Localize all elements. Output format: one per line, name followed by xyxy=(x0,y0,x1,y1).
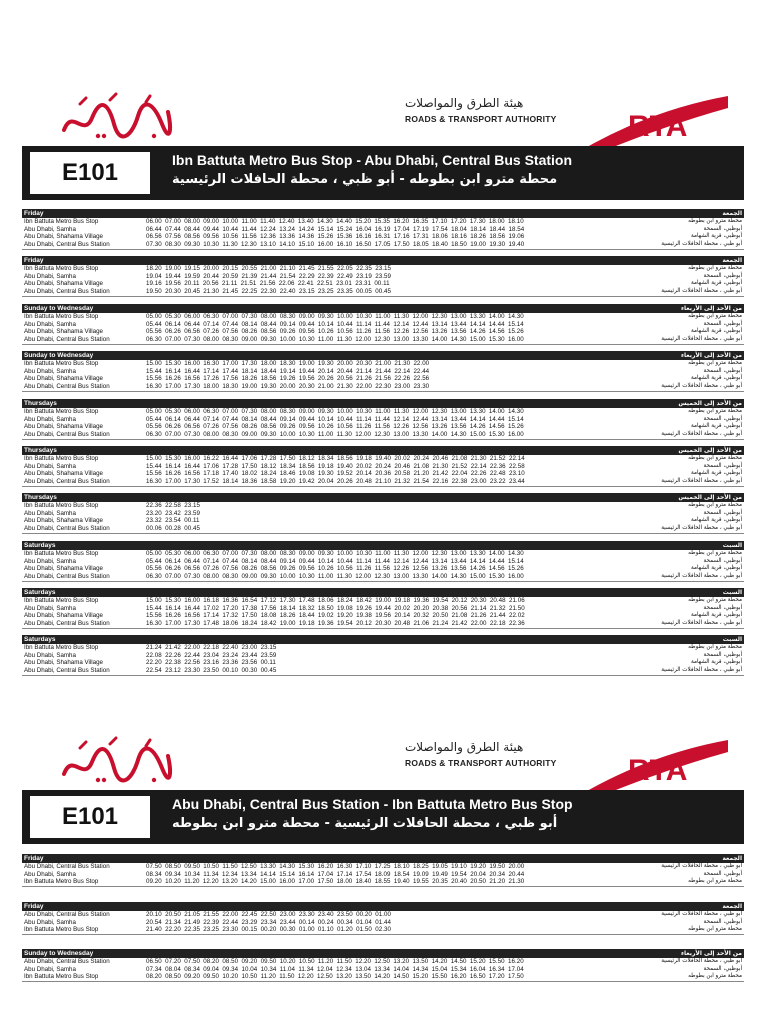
timetable-section xyxy=(22,493,744,534)
departure-times: 06.00 07.00 08.00 09.00 10.00 11.00 11.40 12.40 13.40 14.30 14.40 15.20 15.35 16.20 16.35 17.10 17.20 17.30 18.00 18.10 xyxy=(146,218,524,225)
route-title-band xyxy=(22,790,744,844)
stop-name: Abu Dhabi, Samha xyxy=(24,918,76,926)
stop-name-arabic: أبوظبي، قرية الشهامة xyxy=(690,280,742,287)
stop-name: Ibn Battuta Metro Bus Stop xyxy=(24,360,99,367)
stop-name: Abu Dhabi, Samha xyxy=(24,462,76,470)
stop-name: Abu Dhabi, Central Bus Station xyxy=(24,573,110,581)
section-divider xyxy=(22,934,744,935)
rta-english-name: ROADS & TRANSPORT AUTHORITY xyxy=(405,758,557,768)
table-row xyxy=(22,470,744,478)
table-row xyxy=(22,288,744,296)
departure-times: 06.56 07.56 08.56 09.56 10.56 11.56 12.36 13.36 14.36 15.26 15.36 16.16 16.31 17.16 17.31 18.06 18.16 18.26 18.56 19.06 xyxy=(146,233,525,241)
section-day-english: Thursdays xyxy=(24,447,57,454)
stop-name-arabic: أبوظبي، السمحة xyxy=(703,462,742,469)
section-day-arabic: من الأحد إلى الأربعاء xyxy=(680,352,742,359)
table-row xyxy=(22,620,744,628)
section-day-english: Sunday to Wednesday xyxy=(24,950,94,957)
departure-times: 05.44 06.14 06.44 07.14 07.44 08.14 08.44 09.14 09.44 10.14 10.44 11.14 11.44 12.14 12.44 13.14 13.44 14.14 14.44 15.14 xyxy=(146,415,524,423)
stop-name-arabic: أبوظبي، قرية الشهامة xyxy=(690,375,742,382)
departure-times: 18.20 19.00 19.15 20.00 20.15 20.55 21.00 21.10 21.45 21.55 22.05 22.35 23.15 xyxy=(146,265,391,272)
stop-name: Ibn Battuta Metro Bus Stop xyxy=(24,973,99,981)
stop-name: Ibn Battuta Metro Bus Stop xyxy=(24,644,99,651)
table-row xyxy=(22,525,744,533)
stop-name: Abu Dhabi, Samha xyxy=(24,509,76,517)
table-row xyxy=(22,368,744,376)
rta-arabic-name: هيئة الطرق والمواصلات xyxy=(405,96,524,110)
stop-name-arabic: أبوظبي، قرية الشهامة xyxy=(690,470,742,477)
departure-times: 22.54 23.12 23.30 23.50 00.10 00.30 00.45 xyxy=(146,667,277,675)
stop-name-arabic: أبو ظبي ، محطة الحافلات الرئيسية xyxy=(661,863,742,869)
table-row xyxy=(22,605,744,613)
table-row xyxy=(22,502,744,510)
departure-times: 00.06 00.28 00.45 xyxy=(146,525,200,533)
stop-name: Ibn Battuta Metro Bus Stop xyxy=(24,218,99,225)
section-divider xyxy=(22,533,744,534)
departure-times: 16.30 17.00 17.30 18.00 18.30 19.00 19.30 20.00 20.30 21.00 21.30 22.00 22.30 23.00 23.30 xyxy=(146,383,430,391)
stop-name-arabic: أبوظبي، قرية الشهامة xyxy=(690,659,742,666)
section-header xyxy=(22,351,744,360)
table-row xyxy=(22,218,744,226)
departure-times: 06.50 07.20 07.50 08.20 08.50 09.20 09.50 10.20 10.50 11.20 11.50 12.20 12.50 13.20 13.50 14.20 14.50 15.20 15.50 16.20 xyxy=(146,958,524,965)
section-day-english: Saturdays xyxy=(24,589,56,596)
stop-name-arabic: أبوظبي، السمحة xyxy=(703,509,742,516)
route-title-band xyxy=(22,146,744,200)
stop-name-arabic: محطة مترو ابن بطوطه xyxy=(688,455,742,461)
stop-name: Abu Dhabi, Samha xyxy=(24,320,76,328)
departure-times: 06.30 07.00 07.30 08.00 08.30 09.00 09.30 10.00 10.30 11.00 11.30 12.00 12.30 13.00 13.30 14.00 14.30 15.00 15.30 16.00 xyxy=(146,573,524,581)
stop-name-arabic: أبوظبي، قرية الشهامة xyxy=(690,233,742,240)
departure-times: 06.30 07.00 07.30 08.00 08.30 09.00 09.30 10.00 10.30 11.00 11.30 12.00 12.30 13.00 13.30 14.00 14.30 15.00 15.30 16.00 xyxy=(146,431,524,439)
stop-name: Abu Dhabi, Central Bus Station xyxy=(24,478,110,486)
departure-times: 08.20 08.50 09.20 09.50 10.20 10.50 11.20 11.50 12.20 12.50 13.20 13.50 14.20 14.50 15.20 15.50 16.20 16.50 17.20 17.50 xyxy=(146,973,524,981)
section-day-english: Friday xyxy=(24,257,44,264)
departure-times: 22.20 22.38 22.56 23.16 23.36 23.56 00.11 xyxy=(146,659,276,667)
departure-times: 19.04 19.44 19.59 20.44 20.59 21.39 21.44 21.54 22.29 22.39 22.49 23.19 23.59 xyxy=(146,272,391,280)
table-row xyxy=(22,478,744,486)
departure-times: 15.00 15.30 16.00 16.22 16.44 17.06 17.28 17.50 18.12 18.34 18.56 19.18 19.40 20.02 20.24 20.46 21.08 21.30 21.52 22.14 xyxy=(146,455,525,462)
stop-name-arabic: أبوظبي، قرية الشهامة xyxy=(690,612,742,619)
departure-times: 20.10 20.50 21.05 21.55 22.00 22.45 22.50 23.00 23.30 23.40 23.50 00.20 01.00 xyxy=(146,911,391,918)
table-row xyxy=(22,328,744,336)
section-day-arabic: الجمعة xyxy=(722,855,742,862)
stop-name-arabic: أبوظبي، قرية الشهامة xyxy=(690,423,742,430)
dubai-calligraphy-icon xyxy=(50,90,180,144)
stop-name-arabic: أبو ظبي ، محطة الحافلات الرئيسية xyxy=(661,336,742,343)
table-row xyxy=(22,863,744,871)
stop-name-arabic: أبوظبي، السمحة xyxy=(703,557,742,564)
section-header xyxy=(22,304,744,313)
stop-name: Abu Dhabi, Shahama Village xyxy=(24,328,104,336)
section-divider xyxy=(22,344,744,345)
table-row xyxy=(22,233,744,241)
stop-name: Ibn Battuta Metro Bus Stop xyxy=(24,455,99,462)
stop-name: Ibn Battuta Metro Bus Stop xyxy=(24,597,99,604)
stop-name-arabic: أبو ظبي ، محطة الحافلات الرئيسية xyxy=(661,620,742,627)
section-header xyxy=(22,541,744,550)
dubai-calligraphy-icon xyxy=(50,734,180,788)
stop-name-arabic: أبوظبي، السمحة xyxy=(703,918,742,925)
route-title-english: Abu Dhabi, Central Bus Station - Ibn Battuta Metro Bus Stop xyxy=(172,796,573,812)
stop-name: Abu Dhabi, Shahama Village xyxy=(24,517,104,525)
table-row xyxy=(22,416,744,424)
stop-name: Ibn Battuta Metro Bus Stop xyxy=(24,550,99,557)
section-header xyxy=(22,399,744,408)
departure-times: 20.54 21.34 21.49 22.39 22.44 23.29 23.34 23.44 00.14 00.24 00.34 01.04 01.44 xyxy=(146,918,391,926)
stop-name: Ibn Battuta Metro Bus Stop xyxy=(24,926,99,934)
route-title-arabic: أبو ظبي ، محطة الحافلات الرئيسية - محطة مترو ابن بطوطه xyxy=(172,816,558,831)
table-row xyxy=(22,336,744,344)
stop-name: Abu Dhabi, Central Bus Station xyxy=(24,336,110,344)
stop-name-arabic: محطة مترو ابن بطوطه xyxy=(688,218,742,224)
stop-name-arabic: أبو ظبي ، محطة الحافلات الرئيسية xyxy=(661,241,742,248)
stop-name: Abu Dhabi, Shahama Village xyxy=(24,659,104,667)
section-divider xyxy=(22,486,744,487)
section-day-arabic: السبت xyxy=(722,636,742,643)
table-row xyxy=(22,280,744,288)
section-day-english: Sunday to Wednesday xyxy=(24,305,94,312)
departure-times: 15.00 15.30 16.00 16.30 17.00 17.30 18.00 18.30 19.00 19.30 20.00 20.30 21.00 21.30 22.00 xyxy=(146,360,430,367)
section-divider xyxy=(22,886,744,887)
stop-name: Abu Dhabi, Central Bus Station xyxy=(24,241,110,249)
stop-name: Abu Dhabi, Central Bus Station xyxy=(24,958,110,965)
timetable-section xyxy=(22,304,744,345)
stop-name: Ibn Battuta Metro Bus Stop xyxy=(24,502,99,509)
section-divider xyxy=(22,581,744,582)
stop-name: Abu Dhabi, Samha xyxy=(24,415,76,423)
stop-name-arabic: أبوظبي، السمحة xyxy=(703,225,742,232)
stop-name-arabic: أبوظبي، قرية الشهامة xyxy=(690,565,742,572)
departure-times: 05.00 05.30 06.00 06.30 07.00 07.30 08.00 08.30 09.00 09.30 10.00 10.30 11.00 11.30 12.00 12.30 13.00 13.30 14.00 14.30 xyxy=(146,408,524,415)
departure-times: 09.20 10.20 11.20 12.20 13.20 14.20 15.00 16.00 17.00 17.50 18.00 18.40 18.55 19.40 19.55 20.35 20.40 20.50 21.20 21.30 xyxy=(146,878,525,886)
stop-name: Abu Dhabi, Shahama Village xyxy=(24,233,104,241)
stop-name-arabic: أبوظبي، السمحة xyxy=(703,604,742,611)
table-row xyxy=(22,911,744,919)
stop-name: Abu Dhabi, Samha xyxy=(24,367,76,375)
table-row xyxy=(22,973,744,981)
timetable-section xyxy=(22,588,744,629)
stop-name: Abu Dhabi, Central Bus Station xyxy=(24,667,110,675)
stop-name-arabic: محطة مترو ابن بطوطه xyxy=(688,502,742,508)
section-day-arabic: السبت xyxy=(722,542,742,549)
rta-abbreviation: RTA xyxy=(628,754,688,787)
departure-times: 15.44 16.14 16.44 17.02 17.20 17.38 17.56 18.14 18.32 18.50 19.08 19.26 19.44 20.02 20.20 20.38 20.56 21.14 21.32 21.50 xyxy=(146,604,525,612)
stop-name: Abu Dhabi, Samha xyxy=(24,225,76,233)
stop-name-arabic: أبوظبي، السمحة xyxy=(703,367,742,374)
section-divider xyxy=(22,296,744,297)
route-number: E101 xyxy=(30,152,150,194)
departure-times: 05.56 06.26 06.56 07.26 07.56 08.26 08.56 09.26 09.56 10.26 10.56 11.26 11.56 12.26 12.56 13.26 13.56 14.26 14.56 15.26 xyxy=(146,423,524,431)
section-header xyxy=(22,902,744,911)
table-row xyxy=(22,510,744,518)
departure-times: 05.56 06.26 06.56 07.26 07.56 08.26 08.56 09.26 09.56 10.26 10.56 11.26 11.56 12.26 12.56 13.26 13.56 14.26 14.56 15.26 xyxy=(146,328,524,336)
departure-times: 21.40 22.20 22.35 23.25 23.30 00.15 00.20 00.30 01.00 01.10 01.20 01.50 02.30 xyxy=(146,926,391,934)
table-row xyxy=(22,644,744,652)
table-row xyxy=(22,423,744,431)
departure-times: 07.34 08.04 08.34 09.04 09.34 10.04 10.34 11.04 11.34 12.04 12.34 13.04 13.34 14.04 14.34 15.04 15.34 16.04 16.34 17.04 xyxy=(146,965,524,973)
stop-name-arabic: محطة مترو ابن بطوطه xyxy=(688,973,742,980)
stop-name-arabic: محطة مترو ابن بطوطه xyxy=(688,265,742,271)
table-row xyxy=(22,966,744,974)
table-row xyxy=(22,517,744,525)
table-row xyxy=(22,273,744,281)
departure-times: 05.00 05.30 06.00 06.30 07.00 07.30 08.00 08.30 09.00 09.30 10.00 10.30 11.00 11.30 12.00 12.30 13.00 13.30 14.00 14.30 xyxy=(146,313,524,320)
departure-times: 22.08 22.26 22.44 23.04 23.24 23.44 23.59 xyxy=(146,651,277,659)
departure-times: 07.30 08.30 09.30 10.30 11.30 12.30 13.10 14.10 15.10 16.00 16.10 16.50 17.05 17.50 18.05 18.40 18.50 19.00 19.30 19.40 xyxy=(146,241,525,249)
departure-times: 19.16 19.56 20.11 20.56 21.11 21.51 21.56 22.06 22.41 22.51 23.01 23.31 00.11 xyxy=(146,280,390,288)
table-row xyxy=(22,226,744,234)
stop-name: Abu Dhabi, Central Bus Station xyxy=(24,620,110,628)
timetable-section xyxy=(22,541,744,582)
route-title-english: Ibn Battuta Metro Bus Stop - Abu Dhabi, Central Bus Station xyxy=(172,152,573,168)
section-day-english: Saturdays xyxy=(24,542,56,549)
table-row xyxy=(22,667,744,675)
stop-name-arabic: أبوظبي، السمحة xyxy=(703,870,742,877)
section-day-english: Friday xyxy=(24,903,44,910)
timetable-section xyxy=(22,635,744,676)
section-day-arabic: الجمعة xyxy=(722,257,742,264)
stop-name: Abu Dhabi, Central Bus Station xyxy=(24,431,110,439)
departure-times: 15.00 15.30 16.00 16.18 16.36 16.54 17.12 17.30 17.48 18.06 18.24 18.42 19.00 19.18 19.36 19.54 20.12 20.30 20.48 21.06 xyxy=(146,597,525,604)
table-row xyxy=(22,265,744,273)
stop-name: Abu Dhabi, Central Bus Station xyxy=(24,863,110,870)
departure-times: 15.44 16.14 16.44 17.06 17.28 17.50 18.12 18.34 18.56 19.18 19.40 20.02 20.24 20.46 21.08 21.30 21.52 22.14 22.36 22.58 xyxy=(146,462,525,470)
table-row xyxy=(22,455,744,463)
departure-times: 23.20 23.42 23.59 xyxy=(146,509,200,517)
table-row xyxy=(22,926,744,934)
departure-times: 06.44 07.44 08.44 09.44 10.44 11.44 12.24 13.24 14.24 15.14 15.24 16.04 16.19 17.04 17.19 17.54 18.04 18.14 18.44 18.54 xyxy=(146,225,525,233)
section-day-arabic: السبت xyxy=(722,589,742,596)
stop-name-arabic: أبو ظبي ، محطة الحافلات الرئيسية xyxy=(661,288,742,295)
stop-name-arabic: محطة مترو ابن بطوطه xyxy=(688,878,742,885)
table-row xyxy=(22,565,744,573)
table-row xyxy=(22,958,744,966)
departure-times: 05.00 05.30 06.00 06.30 07.00 07.30 08.00 08.30 09.00 09.30 10.00 10.30 11.00 11.30 12.00 12.30 13.00 13.30 14.00 14.30 xyxy=(146,550,524,557)
departure-times: 19.50 20.30 20.45 21.30 21.45 22.25 22.30 22.40 23.15 23.25 23.35 00.05 00.45 xyxy=(146,288,391,296)
route-title-arabic: محطة مترو ابن بطوطه - أبو ظبي ، محطة الحافلات الرئيسية xyxy=(172,172,558,187)
section-divider xyxy=(22,249,744,250)
departure-times: 15.56 16.26 16.56 17.26 17.56 18.26 18.56 19.26 19.56 20.26 20.56 21.26 21.56 22.26 22.56 xyxy=(146,375,430,383)
stop-name-arabic: أبو ظبي ، محطة الحافلات الرئيسية xyxy=(661,667,742,674)
table-row xyxy=(22,321,744,329)
stop-name: Ibn Battuta Metro Bus Stop xyxy=(24,313,99,320)
stop-name: Abu Dhabi, Samha xyxy=(24,604,76,612)
table-row xyxy=(22,652,744,660)
section-header xyxy=(22,446,744,455)
departure-times: 06.30 07.00 07.30 08.00 08.30 09.00 09.30 10.00 10.30 11.00 11.30 12.00 12.30 13.00 13.30 14.00 14.30 15.00 15.30 16.00 xyxy=(146,336,524,344)
stop-name-arabic: أبو ظبي ، محطة الحافلات الرئيسية xyxy=(661,478,742,485)
section-header xyxy=(22,949,744,958)
section-divider xyxy=(22,628,744,629)
stop-name: Abu Dhabi, Samha xyxy=(24,965,76,973)
stop-name: Abu Dhabi, Shahama Village xyxy=(24,612,104,620)
table-row xyxy=(22,659,744,667)
stop-name-arabic: أبو ظبي ، محطة الحافلات الرئيسية xyxy=(661,911,742,917)
stop-name: Abu Dhabi, Central Bus Station xyxy=(24,383,110,391)
timetable-section xyxy=(22,902,744,935)
departure-times: 05.44 06.14 06.44 07.14 07.44 08.14 08.44 09.14 09.44 10.14 10.44 11.14 11.44 12.14 12.44 13.14 13.44 14.14 14.44 15.14 xyxy=(146,557,524,565)
stop-name-arabic: محطة مترو ابن بطوطه xyxy=(688,597,742,603)
table-row xyxy=(22,612,744,620)
section-header xyxy=(22,256,744,265)
section-day-arabic: من الأحد إلى الأربعاء xyxy=(680,305,742,312)
table-row xyxy=(22,360,744,368)
departure-times: 22.36 22.58 23.15 xyxy=(146,502,200,509)
section-day-english: Friday xyxy=(24,855,44,862)
stop-name: Abu Dhabi, Samha xyxy=(24,557,76,565)
section-day-arabic: من الأحد إلى الخميس xyxy=(678,447,742,454)
departure-times: 23.32 23.54 00.11 xyxy=(146,517,200,525)
section-day-arabic: الجمعة xyxy=(722,210,742,217)
stop-name: Abu Dhabi, Shahama Village xyxy=(24,470,104,478)
stop-name-arabic: محطة مترو ابن بطوطه xyxy=(688,926,742,933)
route-number: E101 xyxy=(30,796,150,838)
table-row xyxy=(22,241,744,249)
stop-name: Ibn Battuta Metro Bus Stop xyxy=(24,265,99,272)
rta-english-name: ROADS & TRANSPORT AUTHORITY xyxy=(405,114,557,124)
table-row xyxy=(22,313,744,321)
table-row xyxy=(22,871,744,879)
section-day-arabic: من الأحد إلى الخميس xyxy=(678,494,742,501)
table-row xyxy=(22,597,744,605)
section-header xyxy=(22,854,744,863)
table-row xyxy=(22,919,744,927)
timetable-section xyxy=(22,854,744,887)
rta-abbreviation: RTA xyxy=(628,110,688,143)
section-day-english: Sunday to Wednesday xyxy=(24,352,94,359)
stop-name-arabic: أبو ظبي ، محطة الحافلات الرئيسية xyxy=(661,431,742,438)
section-day-english: Saturdays xyxy=(24,636,56,643)
departure-times: 21.24 21.42 22.00 22.18 22.40 23.00 23.15 xyxy=(146,644,277,651)
stop-name: Abu Dhabi, Samha xyxy=(24,272,76,280)
departure-times: 15.56 16.26 16.56 17.14 17.32 17.50 18.08 18.26 18.44 19.02 19.20 19.38 19.56 20.14 20.32 20.50 21.08 21.26 21.44 22.02 xyxy=(146,612,525,620)
table-row xyxy=(22,573,744,581)
stop-name: Abu Dhabi, Shahama Village xyxy=(24,423,104,431)
section-day-english: Thursdays xyxy=(24,494,57,501)
stop-name-arabic: أبوظبي، قرية الشهامة xyxy=(690,517,742,524)
section-divider xyxy=(22,391,744,392)
timetable-section xyxy=(22,399,744,440)
stop-name-arabic: أبوظبي، السمحة xyxy=(703,272,742,279)
departure-times: 05.44 06.14 06.44 07.14 07.44 08.14 08.44 09.14 09.44 10.14 10.44 11.14 11.44 12.14 12.44 13.14 13.44 14.14 14.44 15.14 xyxy=(146,320,524,328)
stop-name-arabic: محطة مترو ابن بطوطه xyxy=(688,313,742,319)
section-day-english: Thursdays xyxy=(24,400,57,407)
table-row xyxy=(22,550,744,558)
stop-name-arabic: أبوظبي، السمحة xyxy=(703,320,742,327)
section-day-arabic: الجمعة xyxy=(722,903,742,910)
stop-name-arabic: أبوظبي، السمحة xyxy=(703,965,742,972)
departure-times: 05.56 06.26 06.56 07.26 07.56 08.26 08.56 09.26 09.56 10.26 10.56 11.26 11.56 12.26 12.56 13.26 13.56 14.26 14.56 15.26 xyxy=(146,565,524,573)
timetable-section xyxy=(22,256,744,297)
table-row xyxy=(22,463,744,471)
table-row xyxy=(22,383,744,391)
stop-name-arabic: أبو ظبي ، محطة الحافلات الرئيسية xyxy=(661,383,742,390)
stop-name-arabic: أبو ظبي ، محطة الحافلات الرئيسية xyxy=(661,958,742,964)
section-header xyxy=(22,493,744,502)
section-header xyxy=(22,588,744,597)
stop-name: Abu Dhabi, Samha xyxy=(24,651,76,659)
rta-arabic-name: هيئة الطرق والمواصلات xyxy=(405,740,524,754)
stop-name: Abu Dhabi, Samha xyxy=(24,870,76,878)
stop-name-arabic: أبوظبي، السمحة xyxy=(703,651,742,658)
table-row xyxy=(22,431,744,439)
section-header xyxy=(22,209,744,218)
departure-times: 15.56 16.26 16.56 17.18 17.40 18.02 18.24 18.46 19.08 19.30 19.52 20.14 20.36 20.58 21.20 21.42 22.04 22.26 22.48 23.10 xyxy=(146,470,525,478)
stop-name: Abu Dhabi, Central Bus Station xyxy=(24,288,110,296)
departure-times: 16.30 17.00 17.30 17.48 18.06 18.24 18.42 19.00 19.18 19.36 19.54 20.12 20.30 20.48 21.06 21.24 21.42 22.00 22.18 22.36 xyxy=(146,620,525,628)
stop-name: Abu Dhabi, Central Bus Station xyxy=(24,911,110,918)
section-divider xyxy=(22,981,744,982)
section-divider xyxy=(22,439,744,440)
stop-name: Ibn Battuta Metro Bus Stop xyxy=(24,878,99,886)
section-divider xyxy=(22,675,744,676)
stop-name-arabic: محطة مترو ابن بطوطه xyxy=(688,408,742,414)
timetable-section xyxy=(22,446,744,487)
stop-name: Abu Dhabi, Shahama Village xyxy=(24,565,104,573)
table-row xyxy=(22,375,744,383)
section-day-arabic: من الأحد إلى الخميس xyxy=(678,400,742,407)
departure-times: 16.30 17.00 17.30 17.52 18.14 18.36 18.58 19.20 19.42 20.04 20.26 20.48 21.10 21.32 21.54 22.16 22.38 23.00 23.22 23.44 xyxy=(146,478,525,486)
section-day-arabic: من الأحد إلى الأربعاء xyxy=(680,950,742,957)
stop-name-arabic: محطة مترو ابن بطوطه xyxy=(688,360,742,366)
stop-name-arabic: أبو ظبي ، محطة الحافلات الرئيسية xyxy=(661,525,742,532)
table-row xyxy=(22,878,744,886)
stop-name: Ibn Battuta Metro Bus Stop xyxy=(24,408,99,415)
departure-times: 07.50 08.50 09.50 10.50 11.50 12.50 13.30 14.30 15.30 16.20 16.30 17.10 17.25 18.10 18.25 19.05 19.10 19.20 19.50 20.00 xyxy=(146,863,525,870)
stop-name: Abu Dhabi, Shahama Village xyxy=(24,280,104,288)
stop-name: Abu Dhabi, Shahama Village xyxy=(24,375,104,383)
section-day-english: Friday xyxy=(24,210,44,217)
section-header xyxy=(22,635,744,644)
table-row xyxy=(22,558,744,566)
stop-name-arabic: محطة مترو ابن بطوطه xyxy=(688,644,742,650)
stop-name-arabic: أبوظبي، قرية الشهامة xyxy=(690,328,742,335)
timetable-section xyxy=(22,351,744,392)
timetable-section xyxy=(22,949,744,982)
stop-name-arabic: أبو ظبي ، محطة الحافلات الرئيسية xyxy=(661,573,742,580)
stop-name-arabic: محطة مترو ابن بطوطه xyxy=(688,550,742,556)
table-row xyxy=(22,408,744,416)
timetable-section xyxy=(22,209,744,250)
departure-times: 08.34 09.34 10.34 11.34 12.34 13.34 14.14 15.14 16.14 17.04 17.14 17.54 18.09 18.54 19.09 19.49 19.54 20.04 20.34 20.44 xyxy=(146,870,525,878)
stop-name: Abu Dhabi, Central Bus Station xyxy=(24,525,110,533)
departure-times: 15.44 16.14 16.44 17.14 17.44 18.14 18.44 19.14 19.44 20.14 20.44 21.14 21.44 22.14 22.44 xyxy=(146,367,430,375)
stop-name-arabic: أبوظبي، السمحة xyxy=(703,415,742,422)
